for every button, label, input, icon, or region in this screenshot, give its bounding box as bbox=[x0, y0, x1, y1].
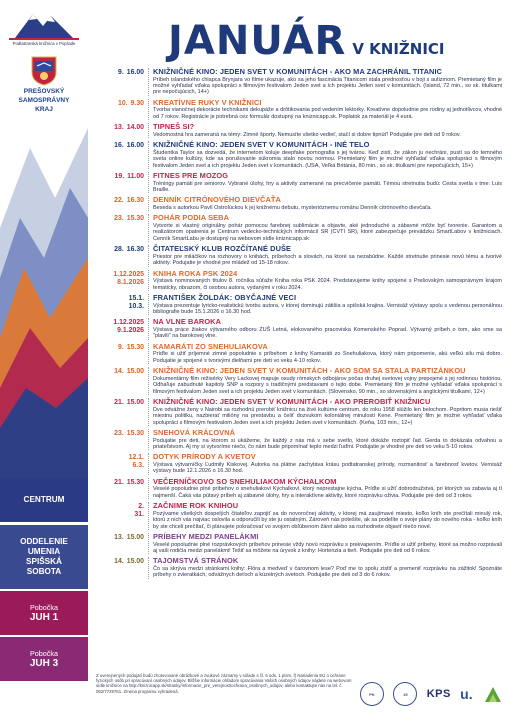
event-title: PRÍBEHY MEDZI PANELÁKMI bbox=[153, 531, 259, 541]
event-time: 9.1.2026 bbox=[117, 327, 144, 335]
event-date: 12.1. bbox=[128, 454, 144, 462]
event-title: ZAČNIME ROK KNIHOU bbox=[153, 501, 239, 511]
event-description: Študentka Taylor sa dozvedá, že internetom koluje deepfake pornografia s jej tvárou. Keď zistí, že zákon ju nechráni, pustí sa do temného sveta online kultúry, kde sa porušovanie súkromia stalo novou normou. Premietaný film je možné vyhľadať vďaka spolupráci s filmovým festivalom Jeden svet a ich projektu Jeden svet v komunitách. (USA, Veľká Británia, 80 min., so sk. titulkami pre nepočujúcich, 15+) bbox=[153, 149, 502, 169]
event-title: TAJOMSTVÁ STRÁNOK bbox=[153, 556, 239, 566]
event-body bbox=[148, 478, 502, 499]
event-date: 23. bbox=[114, 215, 124, 223]
event-when bbox=[96, 557, 148, 566]
event-description: Čo sa skrýva medzi stránkami knihy: Flóra a medveď v čarovnom lese? Poď me to spolu zistiť a premeniť rozprávku na zážitok! Spoznáte príbehy o zvieratkách, odvážnych deťoch a kúzelných svetoch. Podujatie pre deti od 3 do 6 rokov. bbox=[153, 565, 502, 579]
event-date: 13. bbox=[114, 124, 124, 132]
event-item bbox=[96, 429, 502, 450]
event-description: Tvorba vianočnej dekorácie technikami dekupáže a drôtikovania pod vedením lektorky. Kreatívne dopoludnie pre rodiny aj jednotlivcov, vhodné od 7 rokov. Registrácie je potrebná cez formulár dostupný na kniznicapp.sk. Poplatok za materiál je 4 eurá. bbox=[153, 107, 502, 120]
event-list bbox=[96, 68, 502, 579]
event-body bbox=[148, 453, 502, 474]
event-body bbox=[148, 343, 502, 364]
event-when bbox=[96, 68, 148, 77]
section-centrum-label: CENTRUM bbox=[23, 495, 65, 504]
event-body bbox=[148, 502, 502, 530]
event-item bbox=[96, 141, 502, 169]
event-body bbox=[148, 214, 502, 242]
event-description: Výstava prezentuje lyricko-realistickú tvorbu autora, v ktorej dominujú zátišia a spišská krajina. Vernisáž výstavy spolu s vedenou personálnou bibliografie bude 15.1.2026 o 16.30 hod. bbox=[153, 302, 502, 316]
event-when bbox=[96, 99, 148, 108]
region-name-line-2: SAMOSPRÁVNY bbox=[18, 97, 70, 104]
event-item bbox=[96, 367, 502, 395]
event-description: Výstava nominovaných titulov 8. ročníka súťaže Kniha roka PSK 2024. Predstavujeme knihy spojené s Prešovským samosprávnym krajom tematicky, obrazom, či osobou autora, vydanými v roku 2024. bbox=[153, 278, 502, 291]
section-juh3-small: Pobočka bbox=[30, 648, 58, 658]
kps-logo: KPS bbox=[426, 688, 451, 700]
event-item bbox=[96, 478, 502, 499]
event-date: 21. bbox=[114, 478, 124, 486]
event-description: Tréningy pamäti pre seniorov. Vybrané úlohy, hry a aktivity zamerané na precvičenie pamäti. Témou stretnutia budú: Cesta svetla v tme: Luis Braille. bbox=[153, 180, 502, 194]
event-description: Beseda s autorkou Pavlí Ostrolúckou k jej knižnému debutu, mysterióznemu románu Denník citrónového dievčaťa. bbox=[153, 205, 432, 212]
event-body bbox=[148, 398, 502, 426]
event-item bbox=[96, 343, 502, 364]
event-when bbox=[96, 214, 148, 223]
event-title: POHÁR PODIA SEBA bbox=[153, 213, 230, 223]
event-when bbox=[96, 398, 148, 407]
event-body bbox=[148, 172, 502, 193]
library-seal-icon: PK bbox=[360, 682, 384, 706]
event-body bbox=[148, 294, 502, 315]
event-date: 19. bbox=[114, 173, 125, 181]
event-when bbox=[96, 196, 148, 205]
event-date: 15.1. bbox=[128, 295, 144, 303]
event-time: 16.00 bbox=[126, 142, 144, 150]
anniversary-seal-icon: 15 bbox=[393, 682, 417, 706]
event-item bbox=[96, 245, 502, 266]
event-date: 28. bbox=[114, 246, 124, 254]
event-title: FITNES PRE MOZOG bbox=[153, 171, 229, 181]
event-body bbox=[148, 367, 502, 395]
page-header bbox=[168, 18, 445, 64]
event-item bbox=[96, 214, 502, 242]
event-time: 15.30 bbox=[126, 429, 144, 437]
event-title: KNIŽNIČNÉ KINO: JEDEN SVET V KOMUNITÁCH - INÉ TELO bbox=[153, 140, 370, 150]
event-time: 16.30 bbox=[126, 197, 144, 205]
event-title: TIPNEŠ SI? bbox=[153, 122, 195, 132]
event-description: Výstava výtvarníčky Ľudmily Kiskovej. Autorka na plátne zachytáva krásu podtatranskej prírody, rozmanitosť a farebnosť kvetov. Vernisáž výstavy bude 12.1.2026 o 16.30 hod. bbox=[153, 461, 502, 475]
event-description: Priestor pre miláčikov na rozhovory o knihách, príbehoch a slovách, na ktoré sa nezabúdne. Každé stretnutie prinesie novú tému a tvorivé aktivity. Podujatie je vhodné pre mládež od 15-18 rokov. bbox=[153, 253, 502, 267]
event-description: Pozývame všetkých dospelých čitateľov zapojiť sa do novoročnej aktivity, v ktorej má zaujímavé miesto, koľko kníh ste prečítali minulý rok, ktorú z nich vás najviac oslovila a odporučili by ste ju ostatným. Zároveň nás potešíte, ak sa podelíte o svoje plány do nového roka - koľko kníh by ste chceli prečítať, či plánujete pokračovať vo svojom obľúbenom žánri alebo sa rozhodnete objaviť niečo nové. bbox=[153, 510, 502, 530]
event-time: 14.00 bbox=[126, 124, 144, 132]
u-logo: u. bbox=[460, 686, 473, 702]
event-time: 15.30 bbox=[126, 343, 144, 351]
section-juh1-small: Pobočka bbox=[30, 602, 58, 612]
event-time: 11.00 bbox=[127, 173, 144, 181]
event-item bbox=[96, 270, 502, 291]
event-time: 15.00 bbox=[126, 533, 144, 541]
event-when bbox=[96, 343, 148, 352]
page-title: JANUÁR bbox=[168, 18, 347, 64]
event-date: 14. bbox=[114, 558, 124, 566]
event-title: VEČERNÍČKOVO SO SNEHULIAKOM KÝCHALKOM bbox=[153, 476, 337, 486]
event-when bbox=[96, 429, 148, 438]
event-body bbox=[148, 245, 502, 266]
event-time: 15.30 bbox=[126, 478, 144, 486]
event-date: 1.12.2025 bbox=[113, 270, 144, 278]
event-item bbox=[96, 453, 502, 474]
section-oddelenie-umenia bbox=[0, 525, 88, 589]
event-date: 21. bbox=[114, 399, 124, 407]
event-title: KNIHA ROKA PSK 2024 bbox=[153, 268, 238, 278]
event-description: Výstava práce žiakov výtvarného odboru ZUŠ Letná, elokovaného pracoviska Komenského Poprad. Výtvarný príbeh o tom, ako sme sa "plavili" na barokovej vlne. bbox=[153, 327, 502, 340]
library-name: Podtatranská knižnica v Poprade bbox=[12, 41, 76, 46]
section-pobocka-juh1 bbox=[0, 591, 88, 635]
sidebar bbox=[0, 0, 88, 720]
region-name-line-1: PREŠOVSKÝ bbox=[23, 88, 65, 95]
event-body bbox=[148, 533, 502, 554]
event-description: Dokumentárny film režisérky Very Lackovej mapuje osudy rómskych odbojárov počas druhej svetovej vojny prepojené s jej rodinnou históriou. Odhaľuje zabudnuté kapitoly SNP a rozpory s tradičnými predstavami o tejto dobe. Premietaný film je možné vyhľadať vďaka spolupráci s filmovým festivalom Jeden svet a ich projektu Jeden svet v komunitách. (Slovensko, 90 min., so slovenskými a anglickými titulkami, 12+) bbox=[153, 375, 502, 395]
event-time: 16.00 bbox=[126, 69, 144, 76]
event-date: 1.12.2025 bbox=[113, 319, 144, 327]
event-item bbox=[96, 123, 502, 138]
event-date: 10. bbox=[117, 99, 128, 107]
event-date: 23. bbox=[114, 429, 124, 437]
event-when bbox=[96, 141, 148, 150]
event-item bbox=[96, 398, 502, 426]
footer-note: Z uverejnených podujatí budú zhotovované obrázkové a zvukové záznamy v súlade s čl. 6 ods. 1 písm. f) Nariadenia EÚ o ochrane fyzických osôb pri spracúvaní osobných údajov. Bližšie informácie ohľadom spracúvania Vašich osobných údajov nájdete na webovom sídle knižnice na http://kniznicapp.sk/stranky/informacie_pre_verejnost/ochrana_osobnych_udajov, alebo kontaktujte nás na tel. č. 052/7729781. Zmena programu vyhradená. bbox=[96, 673, 352, 694]
event-title: KNIŽNIČNÉ KINO: JEDEN SVET V KOMUNITÁCH - AKO PREROBIŤ KNIŽNICU bbox=[153, 397, 431, 407]
event-description: Vytvorte si vlastný originálny pohár pomocou farebnej sublimácie a objavte, aké jednoduché a zábavné môže byť tvorenie. Garantom a realizátorom opatrenia je Centrum vedecko-technických informácií SR (CVTI SR), ktoré zabezpečuje prevádzku SmartLabov v knižniciach. Cenník SmartLabu je dostupný na webovom sídle kniznicapp.sk bbox=[153, 223, 502, 242]
event-title: ČITATEĽSKÝ KLUB ROZČÍTANÉ DUŠE bbox=[153, 244, 292, 254]
library-logo-block bbox=[0, 6, 88, 113]
event-when bbox=[96, 270, 148, 287]
event-description: Podujatie pre deti, na ktorom si ukážeme, že každý z nás má v sebe svetlo, ktoré dokáže roztopiť ľad. Gerda to dokázala odvahou a priateľstvom. Aj my si vytvoríme niečo, čo nám bude pripomínať teplo medzi ľuďmi. Podujatie je vhodné pre deti vo veku 5-10 rokov. bbox=[153, 437, 502, 450]
event-time: 15.00 bbox=[126, 399, 144, 407]
event-body bbox=[148, 68, 502, 96]
event-description: Veselé popoludnie plné rozprávkových príbehov prinesie vždy novú rozprávku s prekvapením. Príďte si užiť príbehy, ktoré sa možno rozprávali aj vaši rodičia medzi panelákmi! Tešiť sa môžete na úryvok z knihy: Hortenzia a tieň. Podujatie pre deti od 6 rokov. bbox=[153, 541, 502, 554]
page-subtitle: V KNIŽNICI bbox=[352, 40, 445, 58]
mountain-logo-icon bbox=[9, 6, 79, 40]
event-item bbox=[96, 533, 502, 554]
event-item bbox=[96, 99, 502, 120]
event-date: 9. bbox=[118, 69, 124, 76]
event-item bbox=[96, 172, 502, 193]
section-pobocka-juh3 bbox=[0, 637, 88, 681]
event-when bbox=[96, 172, 148, 181]
event-body bbox=[148, 557, 502, 578]
event-description: Dve odvážne ženy v Nairobi sa rozhodnú prerobiť knižnicu na živé kultúrne centrum, do roku 1958 slúžilo len belochom. Popritom musia riešiť miestnu politiku, nazbierať milióny na prestavbu a čeliť dozvukom koloniálnej minulosti Kene. Premietaný film je možné vyhľadať vďaka spolupráci s filmovým festivalom Jeden svet a ich projektu Jeden svet v komunitách. (Keňa, 103 min., 12+) bbox=[153, 406, 502, 426]
event-title: SNEHOVÁ KRÁĽOVNÁ bbox=[153, 427, 236, 437]
green-logo-icon bbox=[482, 683, 504, 705]
event-body bbox=[148, 99, 502, 120]
event-body bbox=[148, 429, 502, 450]
section-oddelenie-line-3: SPIŠSKÁ bbox=[26, 557, 62, 566]
event-item bbox=[96, 294, 502, 315]
event-title: KNIŽNIČNÉ KINO: JEDEN SVET V KOMUNITÁCH - AKO MA ZACHRÁNIL TITANIC bbox=[153, 67, 443, 76]
decorative-mountains bbox=[0, 108, 88, 508]
event-body bbox=[148, 123, 502, 138]
event-title: DOTYK PRÍRODY A KVETOV bbox=[153, 452, 256, 462]
event-body bbox=[148, 196, 502, 211]
event-description: Príďte si užiť príjemné zimné popoludnie s príbehom z knihy Kamaráti zo Snehuliakova, ktorý nám pripomenie, akú veľkú silu má dobro. Podujatie je spojené s tvorivými dielňami pre deti vo veku 4-10 rokov. bbox=[153, 351, 502, 364]
section-juh1-big: JUH 1 bbox=[29, 611, 59, 623]
event-time: 15.00 bbox=[126, 558, 144, 566]
event-when bbox=[96, 318, 148, 335]
region-name-line-3: KRAJ bbox=[35, 106, 53, 113]
event-body bbox=[148, 270, 502, 291]
event-item bbox=[96, 557, 502, 578]
section-centrum bbox=[0, 478, 88, 522]
event-when bbox=[96, 294, 148, 311]
event-when bbox=[96, 453, 148, 470]
event-item bbox=[96, 196, 502, 211]
event-time: 16.30 bbox=[126, 246, 144, 254]
event-body bbox=[148, 141, 502, 169]
event-when bbox=[96, 245, 148, 254]
event-description: Príbeh islandského chlapca Brynjara vo filme ukazuje, ako sa jeho fascinácia Titanicom stala prednosťou v boji s autizmom. Premietaný film je možné vyhľadať vďaka spolupráci s filmovým festivalom Jeden svet a ich projektu Jeden svet v komunitách. (Island, 72 min., so sk. titulkami pre nepočujúcich, 14+) bbox=[153, 76, 502, 96]
event-title: NA VLNE BAROKA bbox=[153, 317, 222, 327]
event-date: 9. bbox=[118, 343, 124, 351]
event-time: 15.30 bbox=[126, 215, 144, 223]
event-time: 8.1.2026 bbox=[117, 278, 144, 286]
event-time: 31. bbox=[134, 511, 144, 519]
event-item bbox=[96, 502, 502, 530]
event-time: 15.00 bbox=[126, 368, 144, 376]
event-when bbox=[96, 478, 148, 487]
partner-logos bbox=[360, 680, 504, 708]
event-date: 14. bbox=[114, 368, 124, 376]
event-body bbox=[148, 318, 502, 339]
region-crest-icon bbox=[31, 56, 57, 86]
event-description: Veselé popoludnie plné príbehov o snehuliakovi Kýchalkovi, ktorý neprestajne kýcha. Príďte si užiť dobrodružstvá, pri ktorých sa zabavia aj tí najmenší. Čaká vás pútavý príbeh aj zábavné úlohy, hry a interaktívne aktivity, ktoré rozprávku oživia. Podujatie pre deti od 3 rokov. bbox=[153, 486, 502, 499]
event-title: DENNÍK CITRÓNOVÉHO DIEVČAŤA bbox=[153, 195, 281, 205]
event-date: 13. bbox=[114, 533, 124, 541]
event-date: 22. bbox=[114, 197, 124, 205]
event-when bbox=[96, 502, 148, 519]
event-time: 10.3. bbox=[128, 303, 144, 311]
section-oddelenie-line-1: ODDELENIE bbox=[20, 537, 68, 546]
event-date: 2. bbox=[138, 503, 144, 511]
event-title: KREATÍVNE RUKY V KNIŽNICI bbox=[153, 97, 262, 107]
event-time: 6.3. bbox=[132, 462, 144, 470]
event-when bbox=[96, 123, 148, 132]
event-time: 9.30 bbox=[130, 99, 144, 107]
section-juh3-big: JUH 3 bbox=[29, 657, 59, 669]
event-description: Vedomostná hra zameraná na témy: Zimné športy. Nemusíte všetko vedieť, stačí si dobre tipnúť! Podujatie pre deti od 9 rokov. bbox=[153, 131, 461, 138]
event-title: FRANTIŠEK ŽOLDÁK: OBYČAJNÉ VECI bbox=[153, 293, 297, 303]
event-item bbox=[96, 318, 502, 339]
section-oddelenie-line-4: SOBOTA bbox=[26, 567, 62, 576]
event-date: 16. bbox=[114, 142, 124, 150]
event-title: KAMARÁTI ZO SNEHULIAKOVA bbox=[153, 341, 268, 351]
event-when bbox=[96, 533, 148, 542]
event-when bbox=[96, 367, 148, 376]
event-item bbox=[96, 68, 502, 96]
section-oddelenie-line-2: UMENIA bbox=[27, 547, 61, 556]
event-title: KNIŽNIČNÉ KINO: JEDEN SVET V KOMUNITÁCH - AKO SOM SA STALA PARTIZÁNKOU bbox=[153, 366, 466, 376]
